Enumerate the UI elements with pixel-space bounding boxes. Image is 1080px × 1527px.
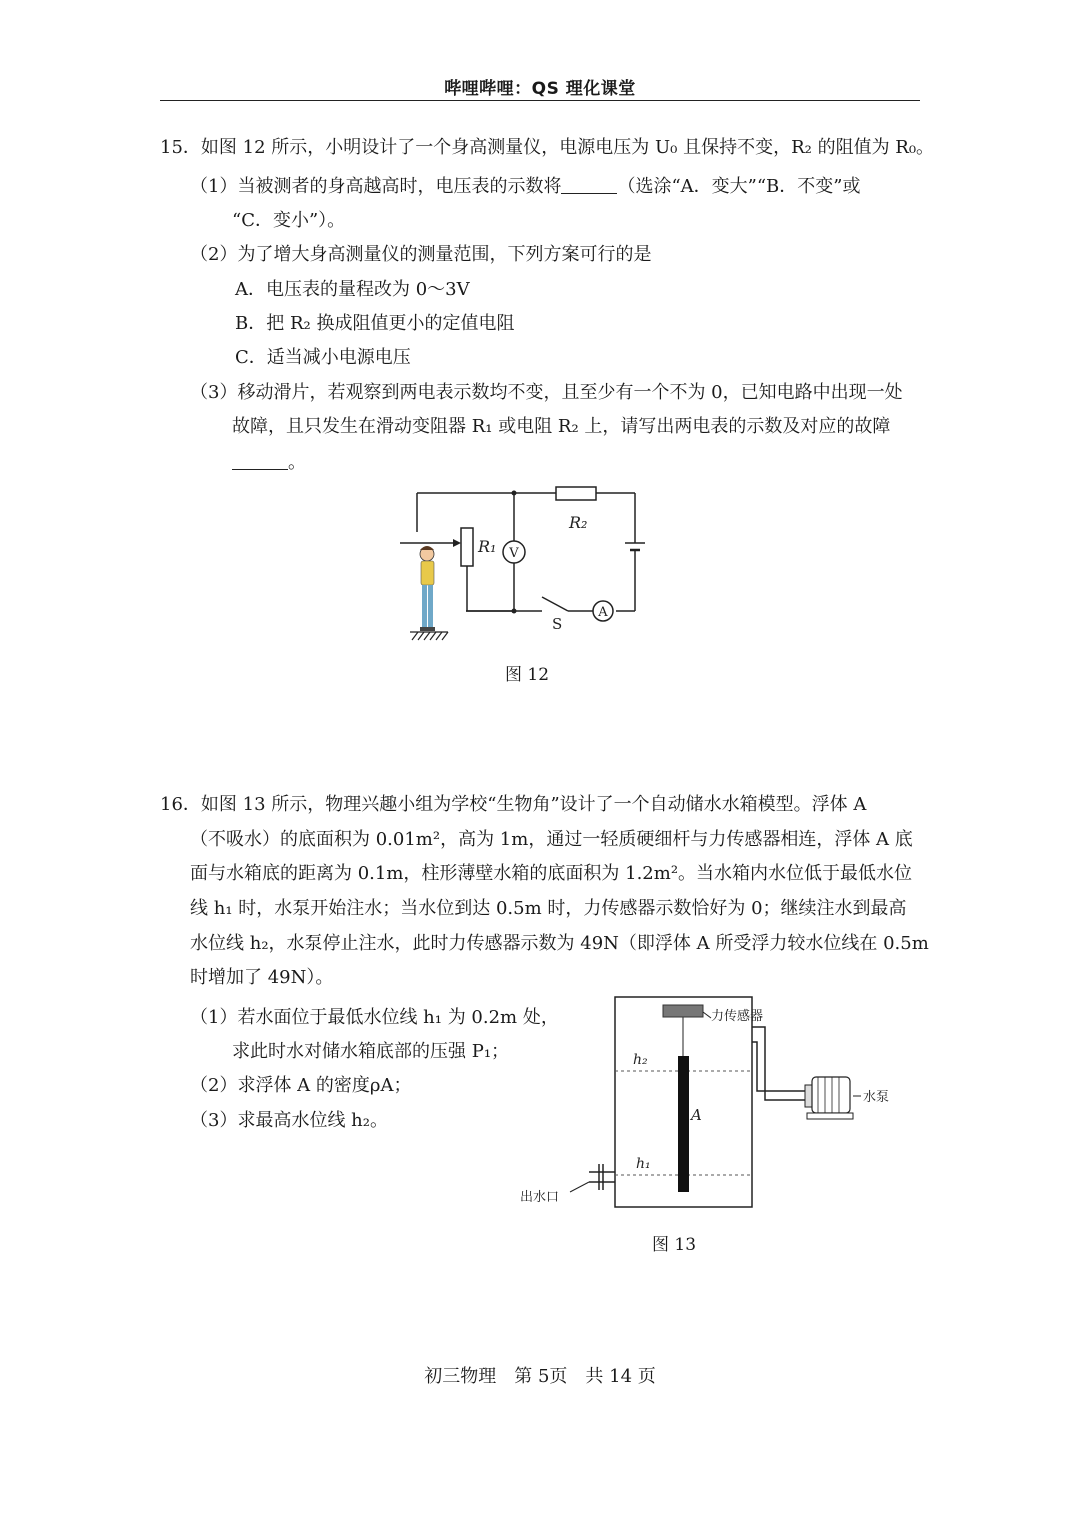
q15-part3-line1: （3）移动滑片，若观察到两电表示数均不变，且至少有一个不为 0，已知电路中出现一处 xyxy=(190,382,903,403)
label-voltmeter: V xyxy=(509,546,519,561)
q15-part1-line2: “C．变小”）。 xyxy=(232,210,346,231)
answer-blank xyxy=(561,177,617,194)
header-rule xyxy=(160,100,920,101)
q15-part3-line3: 。 xyxy=(232,453,306,472)
q15-option-b: B．把 R₂ 换成阻值更小的定值电阻 xyxy=(235,313,515,334)
q16-line1: 16．如图 13 所示，物理兴趣小组为学校“生物角”设计了一个自动储水水箱模型。浮体 A xyxy=(160,794,867,815)
switch-s xyxy=(542,597,568,611)
page-footer: 初三物理 第 5页 共 14 页 xyxy=(424,1366,656,1387)
label-r2: R₂ xyxy=(569,513,588,532)
q16-line4: 线 h₁ 时，水泵开始注水；当水位到达 0.5m 时，力传感器示数恰好为 0；继续注水到最高 xyxy=(190,898,907,919)
figure-12-caption: 图 12 xyxy=(505,665,550,685)
water-tank-diagram-fig13 xyxy=(515,990,900,1215)
label-h1: h₁ xyxy=(636,1156,651,1172)
label-h2: h₂ xyxy=(633,1052,648,1068)
resistor-r2 xyxy=(556,487,596,500)
q15-part1-choices: （选涂“A．变大”“B．不变”或 xyxy=(617,176,861,197)
label-r1: R₁ xyxy=(478,537,497,556)
ground-hatch xyxy=(410,632,448,640)
figure-13-caption: 图 13 xyxy=(652,1235,697,1255)
q15-option-a: A．电压表的量程改为 0～3V xyxy=(235,279,470,300)
label-force-sensor: 力传感器 xyxy=(711,1009,764,1024)
label-switch: S xyxy=(552,615,563,633)
label-pump: 水泵 xyxy=(863,1090,890,1105)
q15-part1-text: （1）当被测者的身高越高时，电压表的示数将 xyxy=(190,176,562,197)
label-float-a: A xyxy=(691,1106,702,1124)
rheostat-r1 xyxy=(461,528,473,566)
q15-stem: 15．如图 12 所示，小明设计了一个身高测量仪，电源电压为 U₀ 且保持不变，R₂ 的阻值为 R₀。 xyxy=(160,137,935,158)
page-header: 哔哩哔哩：QS 理化课堂 xyxy=(444,79,636,99)
person-figure xyxy=(420,546,435,631)
q16-line5: 水位线 h₂，水泵停止注水，此时力传感器示数为 49N（即浮体 A 所受浮力较水位线在 0.5m xyxy=(190,933,929,954)
q16-sub2: （2）求浮体 A 的密度ρA； xyxy=(190,1075,412,1096)
q15-option-c: C．适当减小电源电压 xyxy=(235,347,411,368)
q15-part3-line2: 故障，且只发生在滑动变阻器 R₁ 或电阻 R₂ 上，请写出两电表的示数及对应的故障 xyxy=(232,416,891,437)
q15-part1-line1 xyxy=(190,177,861,196)
q16-sub1-line1: （1）若水面位于最低水位线 h₁ 为 0.2m 处， xyxy=(190,1007,559,1028)
q15-part2: （2）为了增大身高测量仪的测量范围，下列方案可行的是 xyxy=(190,244,652,265)
q16-sub1-line2: 求此时水对储水箱底部的压强 P₁； xyxy=(232,1041,510,1062)
answer-blank xyxy=(232,453,288,470)
force-sensor xyxy=(663,1005,703,1017)
label-ammeter: A xyxy=(598,605,608,620)
q16-line6: 时增加了 49N）。 xyxy=(190,967,334,988)
float-body-a xyxy=(678,1056,689,1192)
circuit-diagram-fig12 xyxy=(390,480,670,650)
q16-line2: （不吸水）的底面积为 0.01m²，高为 1m，通过一轻质硬细杆与力传感器相连，浮体 A 底 xyxy=(190,829,913,850)
q16-line3: 面与水箱底的距离为 0.1m，柱形薄壁水箱的底面积为 1.2m²。当水箱内水位低于最低水位 xyxy=(190,863,913,884)
water-pump xyxy=(805,1077,861,1119)
q16-sub3: （3）求最高水位线 h₂。 xyxy=(190,1110,388,1131)
label-outlet: 出水口 xyxy=(520,1190,560,1205)
